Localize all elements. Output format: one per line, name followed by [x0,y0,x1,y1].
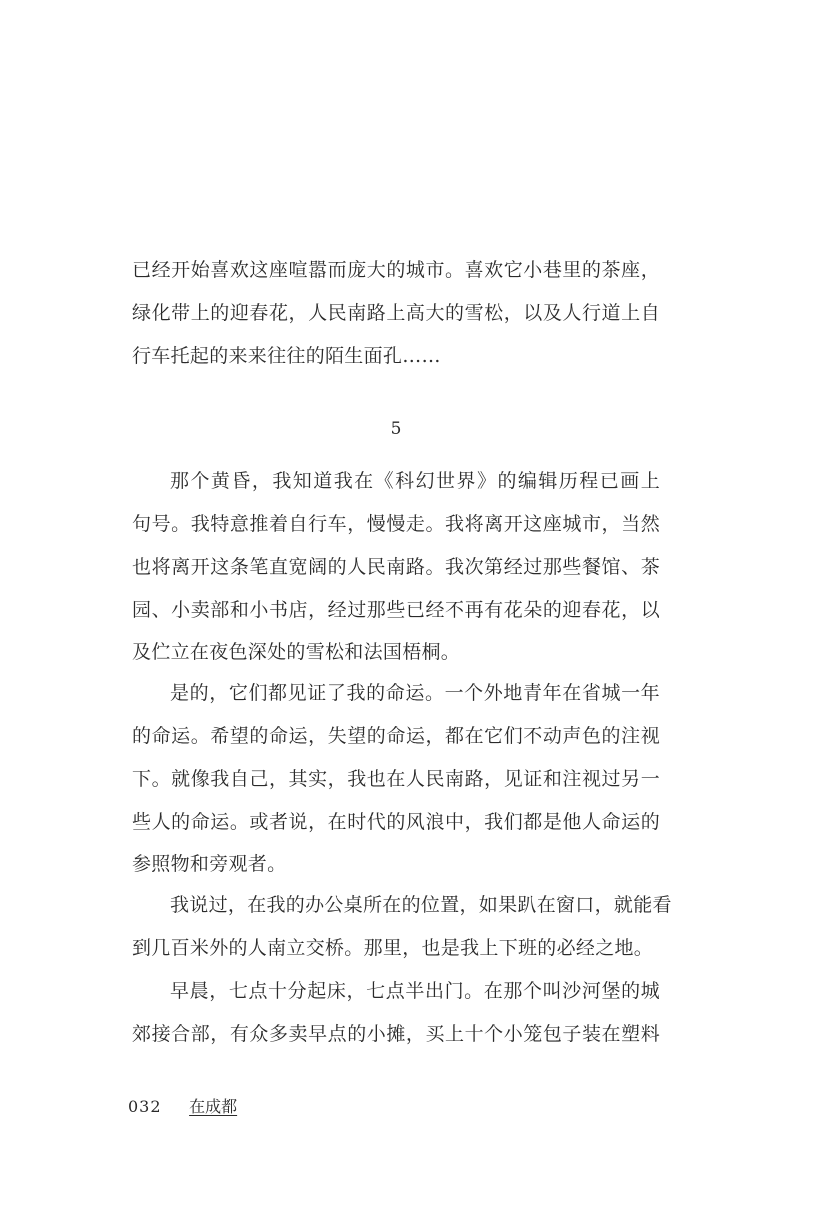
text-line: 绿化带上的迎春花，人民南路上高大的雪松，以及人行道上自 [132,302,660,324]
text-line: 我说过，在我的办公桌所在的位置，如果趴在窗口，就能看 [170,894,672,916]
book-title: 在成都 [189,1097,238,1116]
text-line: 行车托起的来来往往的陌生面孔…… [132,345,441,367]
text-line: 郊接合部，有众多卖早点的小摊，买上十个小笼包子装在塑料 [132,1023,660,1045]
page-footer [128,1096,237,1118]
page-number: 032 [128,1097,162,1116]
text-line: 参照物和旁观者。 [132,853,287,875]
text-line: 也将离开这条笔直宽阔的人民南路。我次第经过那些餐馆、茶 [132,556,660,578]
text-line: 已经开始喜欢这座喧嚣而庞大的城市。喜欢它小巷里的茶座， [132,259,660,281]
text-line: 到几百米外的人南立交桥。那里，也是我上下班的必经之地。 [132,937,654,959]
text-line: 些人的命运。或者说，在时代的风浪中，我们都是他人命运的 [132,811,660,833]
text-line: 下。就像我自己，其实，我也在人民南路，见证和注视过另一 [132,768,660,790]
text-line: 那个黄昏，我知道我在《科幻世界》的编辑历程已画上 [170,470,660,492]
text-line: 早晨，七点十分起床，七点半出门。在那个叫沙河堡的城 [170,980,660,1002]
text-line: 的命运。希望的命运，失望的命运，都在它们不动声色的注视 [132,725,660,747]
text-line: 园、小卖部和小书店，经过那些已经不再有花朵的迎春花，以 [132,599,660,621]
section-number: 5 [390,419,402,439]
text-line: 及伫立在夜色深处的雪松和法国梧桐。 [132,641,461,663]
text-line: 是的，它们都见证了我的命运。一个外地青年在省城一年 [170,682,660,704]
text-line: 句号。我特意推着自行车，慢慢走。我将离开这座城市，当然 [132,513,660,535]
